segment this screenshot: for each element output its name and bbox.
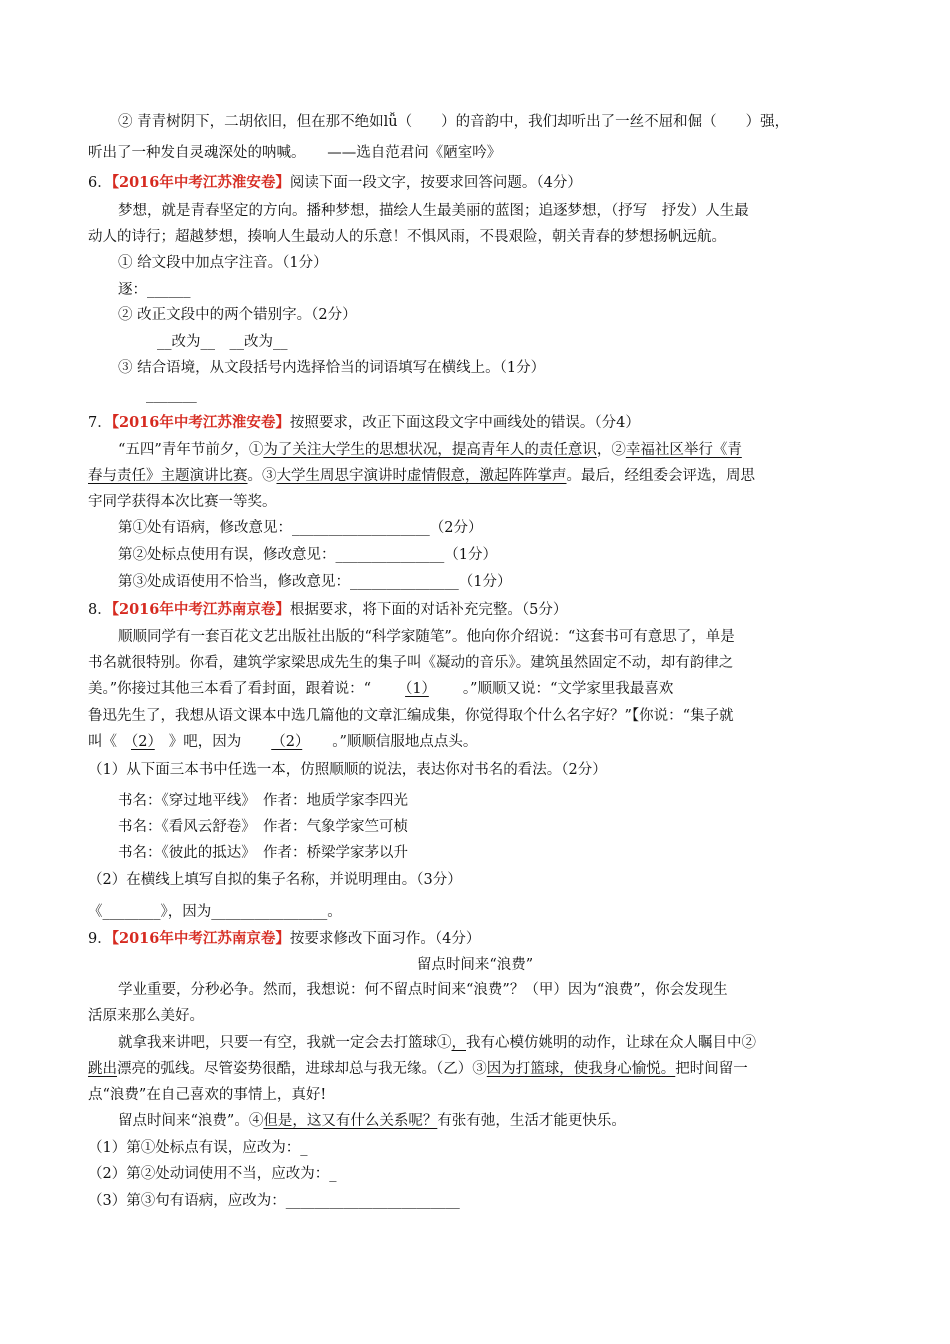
q9-text: 有张有弛，生活才能更快乐。 (437, 1113, 626, 1129)
q6-sub3-answer[interactable]: _______ (146, 387, 197, 403)
q8-passage-line5 (88, 732, 477, 752)
q9-underline-2: 跳出 (88, 1061, 117, 1077)
q5-item2-line2: 听出了一种发自灵魂深处的呐喊。 ——选自范君问《陋室吟》 (88, 145, 502, 161)
q7-text: “五四”青年节前夕，① (118, 442, 264, 458)
q6-source: 【2016年中考江苏淮安卷】 (111, 174, 290, 191)
q8-sub2: （2）在横线上填写自拟的集子名称，并说明理由。（3分） (88, 872, 462, 888)
q9-answer-3[interactable]: （3）第③句有语病，应改为：________________________ (88, 1193, 460, 1209)
q9-text: 漂亮的弧线。尽管姿势很酷，进球却总与我无缘。（乙）③ (117, 1061, 487, 1077)
q7-passage-line3: 宇同学获得本次比赛一等奖。 (88, 494, 277, 510)
q9-para2-line1 (118, 1033, 756, 1053)
q8-book-3: 书名：《彼此的抵达》 作者：桥梁学家茅以升 (118, 845, 408, 861)
q8-source: 【2016年中考江苏南京卷】 (111, 601, 290, 618)
q9-text: 我有心模仿姚明的动作，让球在众人瞩目中② (466, 1035, 756, 1051)
q6-prompt: 阅读下面一段文字，按要求回答问题。（4分） (289, 175, 582, 191)
q8-sub2-answer[interactable]: 《________》，因为________________。 (88, 904, 342, 920)
q7-passage-line2 (88, 466, 755, 486)
q8-text: 。”顺顺信服地点点头。 (332, 734, 478, 750)
q9-title (88, 929, 480, 949)
q9-essay-title: 留点时间来“浪费” (416, 957, 534, 973)
q8-blank-1[interactable]: （1） (405, 681, 429, 697)
q7-underline-1: 为了关注大学生的思想状况，提高青年人的责任意识 (263, 442, 597, 458)
q6-sub2-answer[interactable]: __改为__ __改为__ (157, 334, 288, 350)
q7-text: ，② (596, 442, 626, 458)
q7-number: 7． (88, 415, 112, 431)
q8-prompt: 根据要求，将下面的对话补充完整。（5分） (289, 602, 568, 618)
q7-prompt: 按照要求，改正下面这段文字中画线处的错误。（分4） (289, 415, 640, 431)
q9-answer-1[interactable]: （1）第①处标点有误，应改为：_ (88, 1140, 308, 1156)
q8-text: 美。”你接过其他三本看了看封面，跟着说：“ (88, 681, 372, 697)
q7-text: 。最后，经组委会评选，周思 (566, 468, 755, 484)
q7-text: 。③ (247, 468, 277, 484)
q7-answer-2[interactable]: 第②处标点使用有误，修改意见：_______________（1分） (118, 547, 497, 563)
q9-answer-2[interactable]: （2）第②处动词使用不当，应改为：_ (88, 1166, 337, 1182)
q9-underline-3: 因为打篮球，使我身心愉悦。 (486, 1061, 676, 1077)
q8-blank-2a[interactable]: （2） (131, 734, 155, 750)
q8-sub1: （1）从下面三本书中任选一本，仿照顺顺的说法，表达你对书名的看法。（2分） (88, 762, 607, 778)
q8-text: 叫《 (88, 734, 117, 750)
q7-underline-3: 大学生周思宇演讲时虚情假意，激起阵阵掌声 (276, 468, 567, 484)
q9-underline-4: 但是，这又有什么关系呢？ (263, 1113, 438, 1129)
q9-para3 (118, 1111, 626, 1131)
q9-text: 留点时间来“浪费”。④ (118, 1113, 264, 1129)
q8-blank-2b[interactable]: （2） (271, 734, 303, 750)
q7-title (88, 413, 640, 433)
q6-sub2: ② 改正文段中的两个错别字。（2分） (118, 307, 357, 323)
q6-title (88, 173, 582, 193)
q9-text: 就拿我来讲吧，只要一有空，我就一定会去打篮球① (118, 1035, 452, 1051)
q7-underline-2-cont: 春与责任》主题演讲比赛 (88, 468, 248, 484)
q7-answer-1[interactable]: 第①处有语病，修改意见：___________________（2分） (118, 520, 483, 536)
q9-number: 9． (88, 931, 112, 947)
q7-source: 【2016年中考江苏淮安卷】 (111, 414, 290, 431)
q6-sub1-answer[interactable]: 逐：______ (118, 282, 191, 298)
q9-para2-line3: 点“浪费”在自己喜欢的事情上，真好! (88, 1087, 327, 1103)
q8-number: 8． (88, 602, 112, 618)
q6-number: 6． (88, 175, 112, 191)
q7-passage-line1 (118, 440, 742, 460)
q6-passage-line2: 动人的诗行；超越梦想，揍响人生最动人的乐意！不惧风雨，不畏艰险，朝关青春的梦想扬帆远航。 (88, 229, 726, 245)
q9-para1-line1: 学业重要，分秒必争。然而，我想说：何不留点时间来“浪费”？（甲）因为“浪费”，你会发现生 (118, 982, 728, 998)
q7-underline-2: 幸福社区举行《青 (625, 442, 742, 458)
q9-underline-1: ， (451, 1035, 466, 1051)
q8-title (88, 600, 567, 620)
q9-para2-line2 (88, 1059, 748, 1079)
q7-answer-3[interactable]: 第③处成语使用不恰当，修改意见：_______________（1分） (118, 574, 512, 590)
q8-passage-line3 (88, 679, 673, 699)
q9-text: 把时间留一 (675, 1061, 748, 1077)
q9-prompt: 按要求修改下面习作。（4分） (289, 931, 481, 947)
q6-sub3: ③ 结合语境，从文段括号内选择恰当的词语填写在横线上。（1分） (118, 360, 546, 376)
q8-passage-line2: 书名就很特别。你看，建筑学家梁思成先生的集子叫《凝动的音乐》。建筑虽然固定不动，却有韵律之 (88, 655, 734, 671)
q5-item2-line1: ② 青青树阴下，二胡依旧，但在那不绝如lǚ（ ）的音韵中，我们却听出了一丝不屈和倔（ ）强， (118, 114, 790, 130)
q8-book-1: 书名：《穿过地平线》 作者：地质学家李四光 (118, 793, 408, 809)
q8-passage-line1: 顺顺同学有一套百花文艺出版社出版的“科学家随笔”。他向你介绍说：“这套书可有意思了，单是 (118, 629, 735, 645)
q6-passage-line1: 梦想，就是青春坚定的方向。播种梦想，描绘人生最美丽的蓝图；追逐梦想，（抒写 抒发）人生最 (118, 203, 749, 219)
q9-source: 【2016年中考江苏南京卷】 (111, 930, 290, 947)
q8-passage-line4: 鲁迅先生了，我想从语文课本中选几篇他的文章汇编成集，你觉得取个什么名字好？”【你说：“集子就 (88, 708, 734, 724)
q6-sub1: ① 给文段中加点字注音。（1分） (118, 255, 328, 271)
q9-para1-line2: 活原来那么美好。 (88, 1008, 204, 1024)
q8-book-2: 书名：《看风云舒卷》 作者：气象学家竺可桢 (118, 819, 408, 835)
q8-text: 。”顺顺又说：“文学家里我最喜欢 (462, 681, 674, 697)
q8-text: 》吧，因为 (168, 734, 242, 750)
